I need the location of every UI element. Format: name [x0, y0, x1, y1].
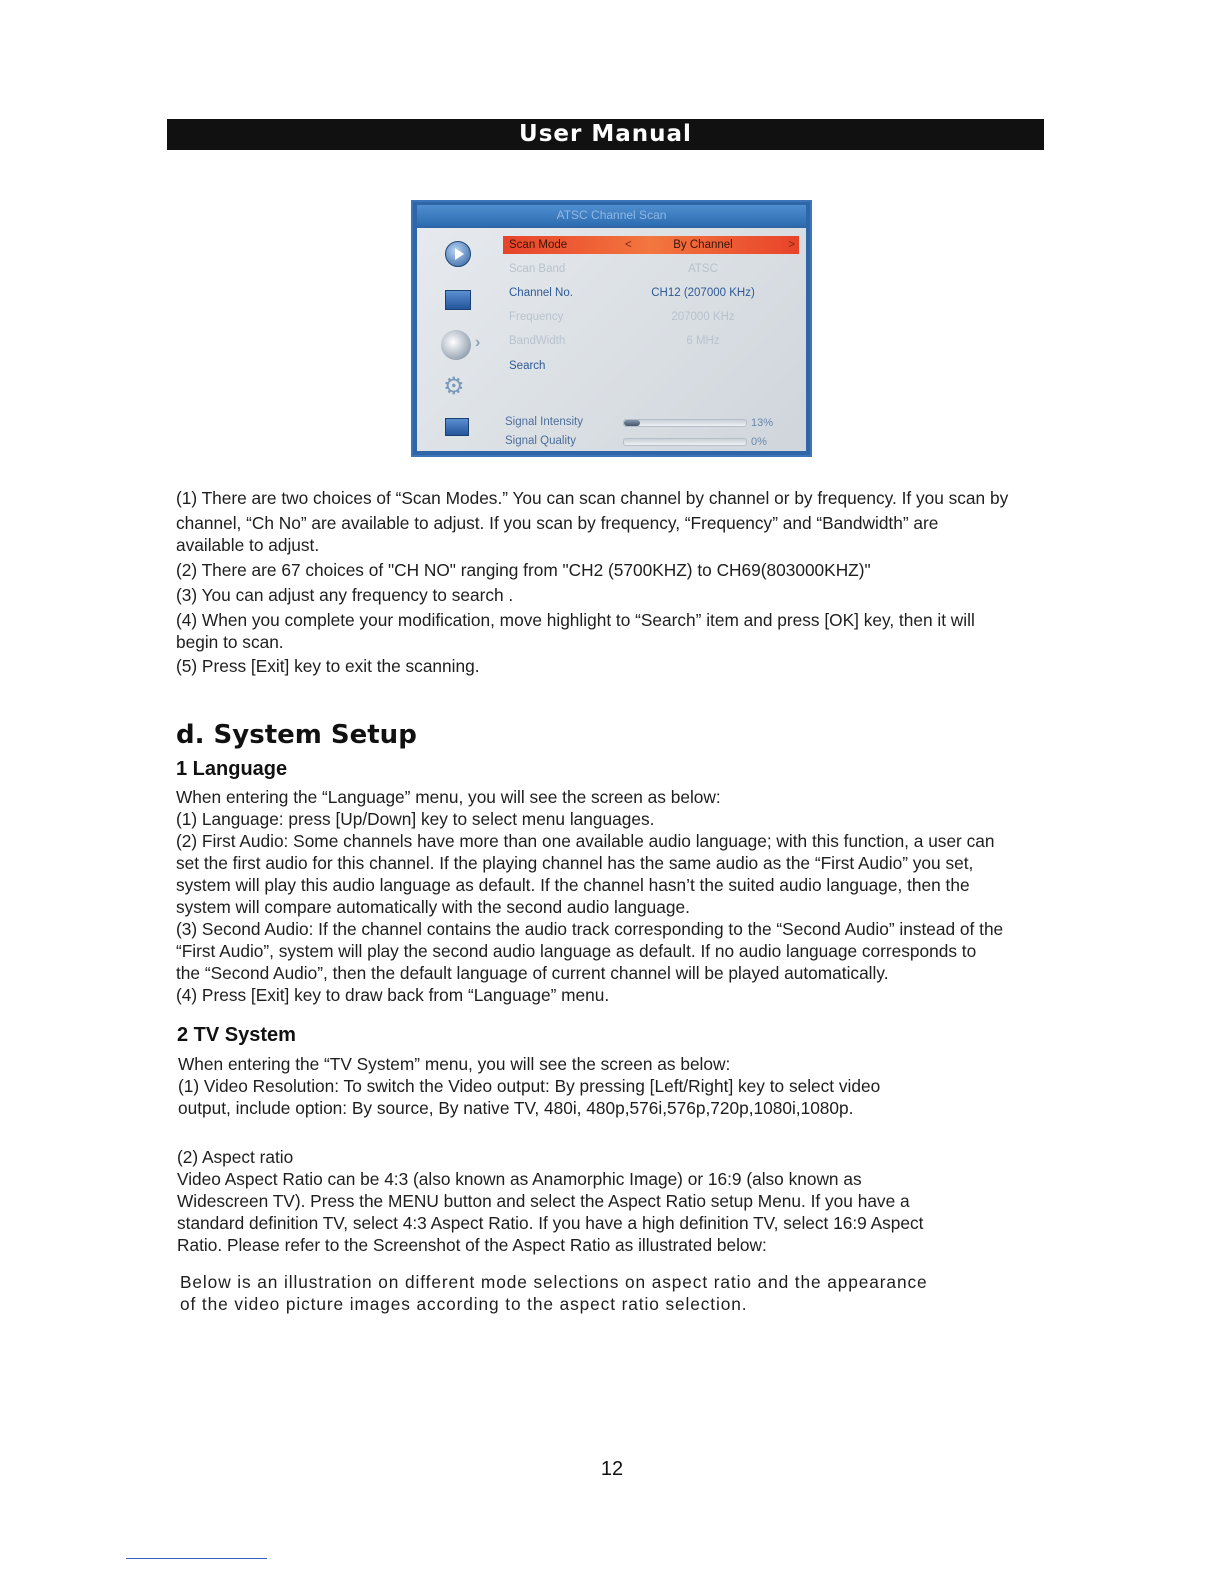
- aspect-ratio-line: Widescreen TV). Press the MENU button and select the Aspect Ratio setup Menu. If you have a: [177, 1191, 910, 1211]
- play-icon: [445, 241, 471, 267]
- aspect-ratio-line: (2) Aspect ratio: [177, 1147, 294, 1167]
- tv-system-line: When entering the “TV System” menu, you will see the screen as below:: [178, 1054, 731, 1074]
- satellite-dish-icon: [441, 330, 471, 360]
- menu-row-label: Channel No.: [509, 287, 573, 299]
- aspect-ratio-line: standard definition TV, select 4:3 Aspect Ratio. If you have a high definition TV, select 16:9 Aspect: [177, 1213, 924, 1233]
- tv-system-line: (1) Video Resolution: To switch the Video output: By pressing [Left/Right] key to select video: [178, 1076, 881, 1096]
- scan-note-line: available to adjust.: [176, 535, 320, 555]
- menu-row-bandwidth[interactable]: [503, 332, 799, 350]
- menu-row-label: BandWidth: [509, 335, 566, 347]
- page-number: 12: [600, 1458, 624, 1480]
- briefcase-icon: [445, 418, 469, 436]
- illustration-line: of the video picture images according to the aspect ratio selection.: [180, 1294, 748, 1314]
- tv-system-line: output, include option: By source, By native TV, 480i, 480p,576i,576p,720p,1080i,1080p.: [178, 1098, 854, 1118]
- chevron-right-icon: ›: [475, 334, 481, 351]
- scan-note-line: (1) There are two choices of “Scan Modes.” You can scan channel by channel or by frequency. If you scan by: [176, 488, 1009, 508]
- scan-note-line: begin to scan.: [176, 632, 284, 652]
- tv-menu-panel: [417, 228, 806, 451]
- scan-note-line: (3) You can adjust any frequency to search .: [176, 585, 514, 605]
- language-line: When entering the “Language” menu, you will see the screen as below:: [176, 787, 721, 807]
- menu-row-frequency[interactable]: [503, 308, 799, 326]
- arrow-left-icon[interactable]: <: [625, 239, 632, 251]
- menu-row-search[interactable]: [503, 357, 799, 375]
- signal-quality-bar: [623, 438, 747, 446]
- tv-icon: [445, 290, 471, 310]
- scan-note-line: (5) Press [Exit] key to exit the scanning.: [176, 656, 480, 676]
- menu-row-value: ATSC: [688, 263, 718, 275]
- menu-row-value: By Channel: [673, 239, 733, 251]
- menu-row-label: Search: [509, 360, 546, 372]
- menu-row-value: 207000 KHz: [671, 311, 735, 323]
- language-line: (3) Second Audio: If the channel contains the audio track corresponding to the “Second Audio” instead of the: [176, 919, 1004, 939]
- signal-quality-percent: 0%: [751, 436, 767, 448]
- language-line: system will play this audio language as default. If the channel hasn’t the suited audio language, then the: [176, 875, 970, 895]
- language-line: the “Second Audio”, then the default language of current channel will be played automatically.: [176, 963, 889, 983]
- signal-intensity-fill: [624, 420, 640, 426]
- menu-row-value: CH12 (207000 KHz): [651, 287, 755, 299]
- menu-row-label: Scan Band: [509, 263, 566, 275]
- menu-row-value: 6 MHz: [686, 335, 720, 347]
- language-line: (1) Language: press [Up/Down] key to select menu languages.: [176, 809, 655, 829]
- language-line: (2) First Audio: Some channels have more than one available audio language; with this function, a user can: [176, 831, 995, 851]
- tv-menu-screenshot: [411, 200, 812, 457]
- menu-row-channel-no[interactable]: [503, 284, 799, 302]
- arrow-right-icon[interactable]: >: [788, 239, 795, 251]
- language-line: (4) Press [Exit] key to draw back from “Language” menu.: [176, 985, 610, 1005]
- language-line: set the first audio for this channel. If the playing channel has the same audio as the “First Audio” you set,: [176, 853, 974, 873]
- signal-intensity-percent: 13%: [751, 417, 774, 429]
- menu-row-label: Scan Mode: [509, 239, 568, 251]
- signal-quality-label: Signal Quality: [505, 435, 576, 447]
- scan-note-line: channel, “Ch No” are available to adjust. If you scan by frequency, “Frequency” and “Bandwidth” are: [176, 513, 939, 533]
- signal-intensity-label: Signal Intensity: [505, 416, 583, 428]
- language-heading: 1 Language: [176, 758, 288, 780]
- scan-note-line: (4) When you complete your modification, move highlight to “Search” item and press [OK] key, then it will: [176, 610, 975, 630]
- footer-divider: [126, 1558, 267, 1559]
- menu-row-label: Frequency: [509, 311, 564, 323]
- language-line: “First Audio”, system will play the second audio language as default. If no audio language corresponds to: [176, 941, 977, 961]
- aspect-ratio-line: Ratio. Please refer to the Screenshot of the Aspect Ratio as illustrated below:: [177, 1235, 767, 1255]
- section-title: d. System Setup: [176, 720, 417, 750]
- tv-menu-title: ATSC Channel Scan: [417, 205, 806, 226]
- page-header-title: User Manual: [167, 119, 1044, 150]
- illustration-line: Below is an illustration on different mode selections on aspect ratio and the appearance: [180, 1272, 928, 1292]
- menu-row-scan-mode[interactable]: [503, 236, 799, 254]
- language-line: system will compare automatically with the second audio language.: [176, 897, 690, 917]
- scan-note-line: (2) There are 67 choices of "CH NO" ranging from "CH2 (5700KHZ) to CH69(803000KHZ)": [176, 560, 871, 580]
- gear-icon: ⚙: [443, 373, 465, 400]
- tv-system-heading: 2 TV System: [177, 1024, 296, 1046]
- signal-intensity-bar: [623, 419, 747, 427]
- aspect-ratio-line: Video Aspect Ratio can be 4:3 (also known as Anamorphic Image) or 16:9 (also known as: [177, 1169, 862, 1189]
- menu-row-scan-band[interactable]: [503, 260, 799, 278]
